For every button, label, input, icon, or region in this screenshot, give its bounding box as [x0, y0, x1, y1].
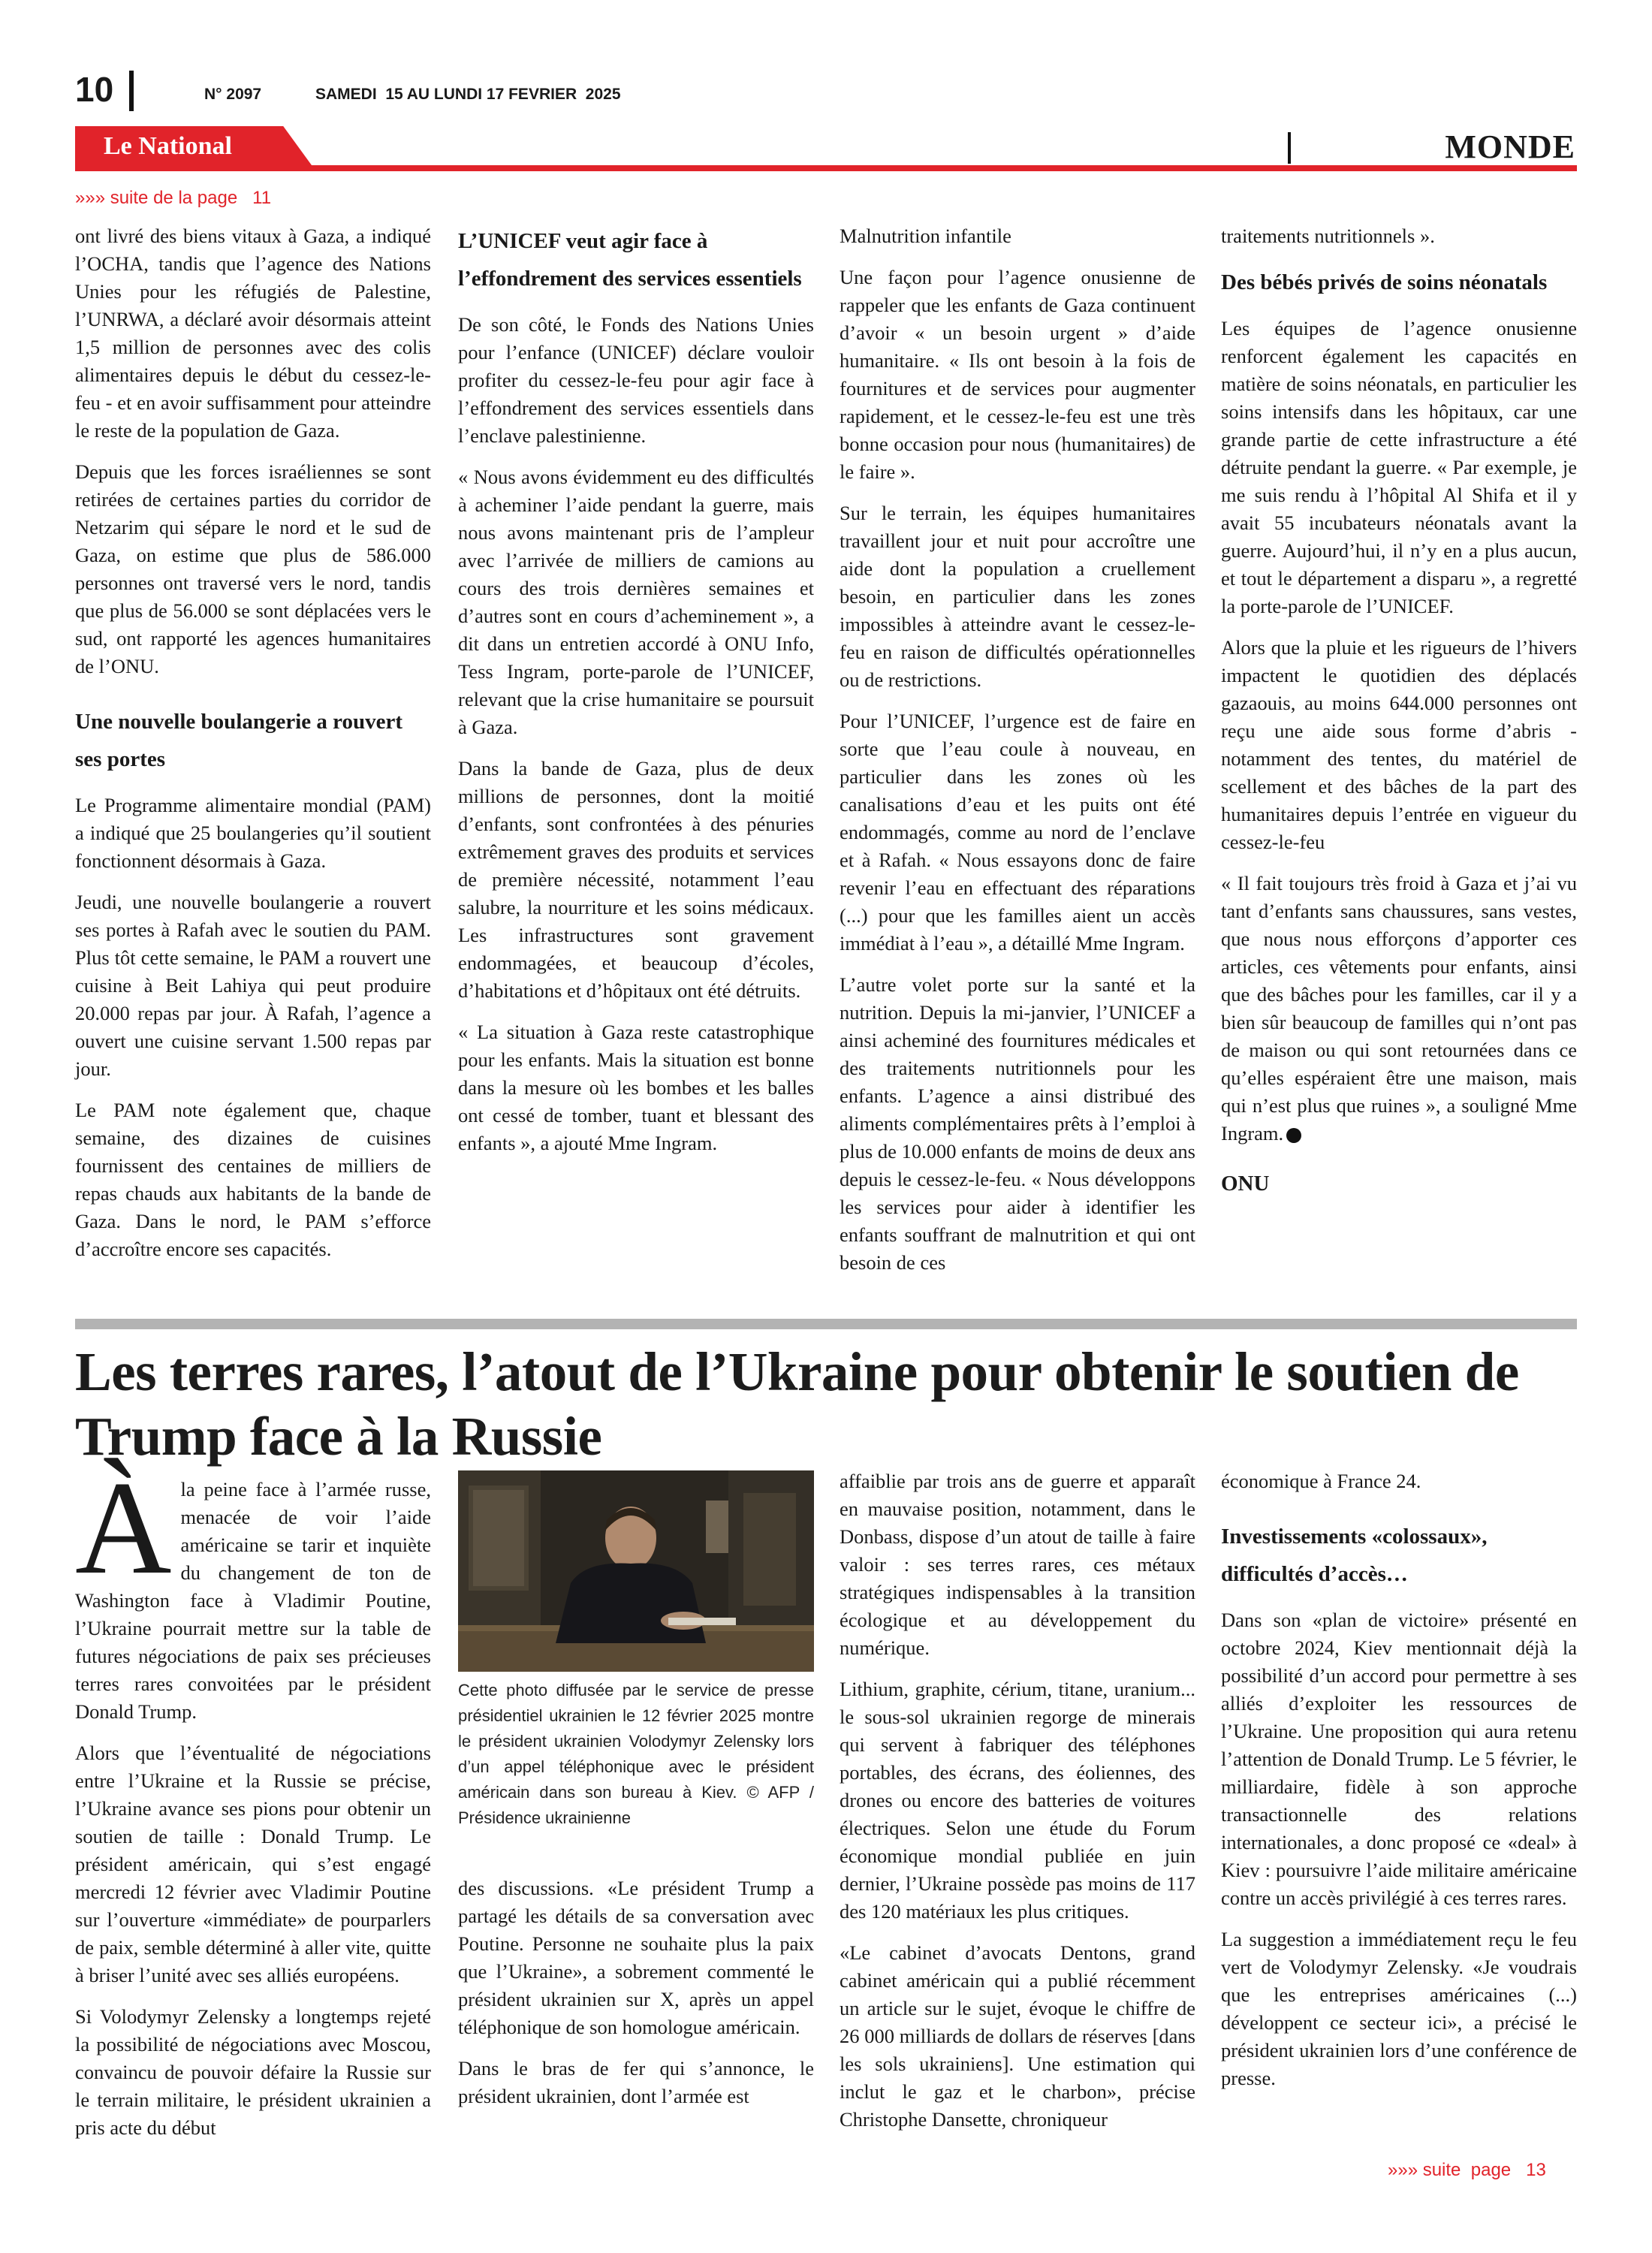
paragraph: Pour l’UNICEF, l’urgence est de faire en sorte que l’eau coule à nouveau, en particulier dans les zones où les canalisations d’eau et les puits ont été endommagés, comme au nord de l’enclave et à Rafah. « Nous essayons donc de faire revenir l’eau en effectuant des réparations (...) pour que les familles aient un accès immédiat à l’eau », a détaillé Mme Ingram. [840, 710, 1195, 955]
subheading: Des bébés privés de soins néonatals [1221, 270, 1548, 294]
main-story-column-2 [458, 1874, 814, 2124]
continued-from-link[interactable]: »»» suite de la page 11 [75, 188, 272, 208]
paragraph-text: la peine face à l’armée russe, menacée de voir l’aide américaine se tarir et inquiète du changement de ton de Washington face à Vladimir Poutine, l’Ukraine pourrait mettre sur la table de futures négociations de paix ses précieuses terres rares convoitées par le président Donald Trump. [75, 1478, 431, 1723]
paragraph: traitements nutritionnels ». [1221, 225, 1435, 247]
article-source: ONU [1221, 1172, 1270, 1196]
paragraph: Alors que la pluie et les rigueurs de l’hivers impactent le quotidien des déplacés gazaouis, au moins 644.000 personnes ont reçu une aide sous forme d’abris - notamment des tentes, du matériel de scellement et des bâches de la part des humanitaires depuis l’entrée en vigueur du cessez-le-feu [1221, 636, 1577, 853]
section-divider [1288, 132, 1291, 164]
issue-number: N° 2097 [204, 86, 262, 103]
zelensky-photo [458, 1470, 814, 1672]
paragraph: L’autre volet porte sur la santé et la nutrition. Depuis la mi-janvier, l’UNICEF a ainsi acheminé des fournitures médicales et des traitements nutritionnels pour les enfants. L’agence a ainsi distribué des aliments complémentaires prêts à l’emploi à plus de 10.000 enfants de moins de deux ans depuis le cessez-le-feu. « Nous développons les services pour aider à identifier les enfants souffrant de malnutrition et qui ont besoin de ces [840, 973, 1195, 1274]
paragraph: «Le cabinet d’avocats Dentons, grand cabinet américain qui a publié récemment un article sur le sujet, évoque le chiffre de 26 000 milliards de dollars de réserves [dans les sols ukrainiens]. Une estimation qui inclut le gaz et le charbon», précise Christophe Dansette, chroniqueur [840, 1941, 1195, 2131]
paragraph: La suggestion a immédiatement reçu le feu vert de Volodymyr Zelensky. «Je voudrais que les entreprises américaines (...) développent ce secteur ici», a précisé le président ukrainien lors d’une conférence de presse. [1221, 1928, 1577, 2089]
paragraph: Le PAM note également que, chaque semaine, des dizaines de cuisines fournissent des centaines de milliers de repas chauds aux habitants de la bande de Gaza. Dans le nord, le PAM s’efforce d’accroître encore ses capacités. [75, 1099, 431, 1260]
subheading: L’UNICEF veut agir face à l’effondrement des services essentiels [458, 229, 802, 291]
header-rule [75, 165, 1577, 171]
paragraph: Si Volodymyr Zelensky a longtemps rejeté la possibilité de négociations avec Moscou, convaincu de pouvoir défaire la Russie sur le terrain militaire, le président ukrainien a pris acte du début [75, 2005, 431, 2139]
paragraph: Les équipes de l’agence onusienne renforcent également les capacités en matière de soins néonatals, en particulier les soins intensifs dans les hôpitaux, car une grande partie de cette infrastructure a été détruite pendant la guerre. « Par exemple, je me suis rendu à l’hôpital Al Shifa et il y avait 55 incubateurs néonatals avant la guerre. Aujourd’hui, il n’y en a plus aucun, et tout le département a disparu », a regretté la porte-parole de l’UNICEF. [1221, 317, 1577, 617]
end-of-article-icon [1286, 1128, 1301, 1143]
header-divider [129, 71, 134, 111]
paragraph: « La situation à Gaza reste catastrophique pour les enfants. Mais la situation est bonne dans la mesure où les bombes et les balles ont cessé de tomber, tuant et blessant des enfants », a ajouté Mme Ingram. [458, 1021, 814, 1154]
paragraph: Depuis que les forces israéliennes se sont retirées de certaines parties du corridor de Netzarim qui sépare le nord et le sud de Gaza, on estime que plus de 586.000 personnes ont traversé vers le nord, tandis que plus de 56.000 se sont déplacées vers le sud, ont rapporté les agences humanitaires de l’ONU. [75, 460, 431, 677]
story-separator [75, 1319, 1577, 1329]
brand-name: Le National [104, 132, 232, 160]
paragraph: Le Programme alimentaire mondial (PAM) a indiqué que 25 boulangeries qu’il soutient fonctionnent désormais à Gaza. [75, 794, 431, 872]
continued-to-link[interactable]: »»» suite page 13 [1388, 2160, 1546, 2180]
paragraph: Une façon pour l’agence onusienne de rappeler que les enfants de Gaza continuent d’avoir « un besoin urgent » d’aide humanitaire. « Ils ont besoin à la fois de fournitures et de services pour augmenter rapidement, et le cessez-le-feu est une très bonne occasion pour nous (humanitaires) de le faire ». [840, 266, 1195, 483]
paragraph: Dans son «plan de victoire» présenté en octobre 2024, Kiev mentionnait déjà la possibilité d’un accord pour permettre à ses alliés d’exploiter les ressources de l’Ukraine. Une proposition qui aura retenu l’attention de Donald Trump. Le 5 février, le milliardaire, fidèle à son approche transactionnelle des relations internationales, a donc proposé ce «deal» à Kiev : poursuivre l’aide militaire américaine contre un accès privilégié à ces terres rares. [1221, 1609, 1577, 1909]
paragraph: des discussions. «Le président Trump a partagé les détails de sa conversation avec Poutine. Personne ne souhaite plus la paix que l’Ukraine», a sobrement commenté le président ukrainien sur X, après un appel téléphonique de son homologue américain. [458, 1877, 814, 2038]
paragraph: Alors que l’éventualité de négociations entre l’Ukraine et la Russie se précise, l’Ukraine avance ses pions pour obtenir un soutien de taille : Donald Trump. Le président américain, qui s’est engagé mercredi 12 février avec Vladimir Poutine sur l’ouverture «immédiate» de pourparlers de paix, semble déterminé à aller vite, quitte à briser l’unité avec ses alliés européens. [75, 1742, 431, 1986]
paragraph: Lithium, graphite, cérium, titane, uranium... le sous-sol ukrainien regorge de minerais qui servent à fabriquer des téléphones portables, des écrans, des éoliennes, des drones ou encore des batteries de voitures électriques. Selon une étude du Forum économique mondial publiée en juin dernier, l’Ukraine possède pas moins de 117 des 120 matériaux les plus critiques. [840, 1678, 1195, 1923]
paragraph: économique à France 24. [1221, 1470, 1421, 1492]
paragraph: « Nous avons évidemment eu des difficultés à acheminer l’aide pendant la guerre, mais nous avons maintenant pris de l’ampleur avec l’arrivée de milliers de camions au cours des trois dernières semaines et d’autres sont en cours d’acheminement », a dit dans un entretien accordé à ONU Info, Tess Ingram, porte-parole de l’UNICEF, relevant que la crise humanitaire se poursuit à Gaza. [458, 466, 814, 738]
subheading: Investissements «colossaux», difficultés d’accès… [1221, 1525, 1488, 1586]
paragraph: ont livré des biens vitaux à Gaza, a indiqué l’OCHA, tandis que l’agence des Nations Unies pour les réfugiés de Palestine, l’UNRWA, a déclaré avoir désormais atteint 1,5 million de personnes avec des colis alimentaires depuis le début du cessez-le-feu - et en avoir suffisamment pour atteindre le reste de la population de Gaza. [75, 225, 431, 442]
main-story-column-3 [840, 1467, 1195, 2147]
main-headline: Les terres rares, l’atout de l’Ukraine pour obtenir le soutien de Trump face à la Russie [75, 1341, 1519, 1467]
top-story-column-1 [75, 222, 431, 1277]
photo-caption: Cette photo diffusée par le service de presse présidentiel ukrainien le 12 février 2025 montre le président ukrainien Volodymyr Zelensky lors d’un appel téléphonique avec le président américain dans son bureau à Kiev. © AFP / Présidence ukrainienne [458, 1681, 814, 1827]
paragraph: Jeudi, une nouvelle boulangerie a rouvert ses portes à Rafah avec le soutien du PAM. Plus tôt cette semaine, le PAM a rouvert une cuisine à Beit Lahiya qui peut produire 20.000 repas par jour. À Rafah, l’agence a ouvert une cuisine servant 1.500 repas par jour. [75, 891, 431, 1080]
top-story-column-3 [840, 222, 1195, 1290]
issue-date: SAMEDI 15 AU LUNDI 17 FEVRIER 2025 [315, 86, 621, 103]
paragraph-text: « Il fait toujours très froid à Gaza et j’ai vu tant d’enfants sans chaussures, sans vestes, que nous nous efforçons d’apporter ces articles, ces vêtements pour enfants, ainsi que des bâches pour les familles, car il y a bien sûr beaucoup de familles qui n’ont pas de maison ou qui sont retournées dans ce qu’elles espéraient être une maison, mais qui n’est plus que ruines », a souligné Mme Ingram. [1221, 872, 1577, 1145]
top-story-column-2 [458, 222, 814, 1171]
main-story-column-4 [1221, 1467, 1577, 2106]
subheading: Une nouvelle boulangerie a rouvert ses portes [75, 710, 403, 771]
subheading: Malnutrition infantile [840, 225, 1011, 247]
paragraph: Sur le terrain, les équipes humanitaires travaillent jour et nuit pour accroître une aide dont la population a cruellement besoin, en particulier dans les zones impossibles à atteindre avant le cessez-le-feu en raison de difficultés opérationnelles ou de restrictions. [840, 502, 1195, 691]
section-title: MONDE [1445, 128, 1575, 165]
page-number: 10 [75, 70, 114, 109]
main-story-column-1 [75, 1453, 431, 2155]
top-story-column-4 [1221, 222, 1577, 1211]
paragraph: affaiblie par trois ans de guerre et apparaît en mauvaise position, notamment, dans le Donbass, dispose d’un atout de taille à faire valoir : ses terres rares, ces métaux stratégiques indispensables à la transition écologique et au développement du numérique. [840, 1470, 1195, 1659]
paragraph: Dans le bras de fer qui s’annonce, le président ukrainien, dont l’armée est [458, 2057, 814, 2107]
paragraph: De son côté, le Fonds des Nations Unies pour l’enfance (UNICEF) déclare vouloir profiter du cessez-le-feu pour agir face à l’effondrement des services essentiels dans l’enclave palestinienne. [458, 313, 814, 447]
drop-cap: À [75, 1453, 172, 1602]
paragraph: Dans la bande de Gaza, plus de deux millions de personnes, dont la moitié d’enfants, sont confrontées à des pénuries extrêmement graves des produits et services de première nécessité, notamment l’eau salubre, la nourriture et les soins médicaux. Les infrastructures sont gravement endommagées, et beaucoup d’écoles, d’habitations et d’hôpitaux ont été détruits. [458, 757, 814, 1002]
paragraph [1221, 870, 1577, 1148]
photo-illustration [458, 1470, 814, 1672]
